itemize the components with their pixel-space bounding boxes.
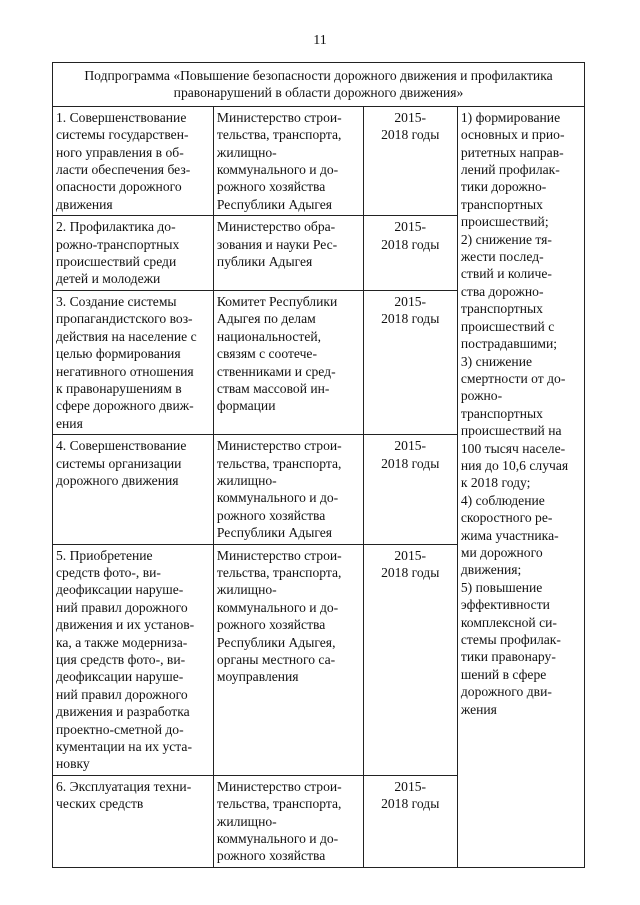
measure-cell: 1. Совершенствование системы государствен- ного управления в об- ласти обеспечения без- опасности дорожного движения: [53, 106, 214, 215]
table-title-row: [53, 63, 585, 107]
term-cell: 2015- 2018 годы: [363, 216, 457, 291]
measure-cell: 3. Создание системы пропагандистского воз- действия на население с целью формирования негативного отношения к правонарушениям в сфере дорожного движ- ения: [53, 290, 214, 434]
term-cell: 2015- 2018 годы: [363, 435, 457, 544]
subprogram-title: Подпрограмма «Повышение безопасности дорожного движения и профилактика правонарушений в области дорожного движения»: [53, 63, 585, 107]
term-cell: 2015- 2018 годы: [363, 106, 457, 215]
measure-cell: 5. Приобретение средств фото-, ви- деофиксации наруше- ний правил дорожного движения и их установ- ка, а также модерниза- ция средств фото-, ви- деофиксации наруше- ний правил дорожного движения и разработка проектно-сметной до- кументации на их уста- новку: [53, 544, 214, 775]
table-row: [53, 106, 585, 215]
measure-cell: 6. Эксплуатация техни- ческих средств: [53, 775, 214, 867]
executor-cell: Министерство строи- тельства, транспорта, жилищно- коммунального и до- рожного хозяйства Республики Адыгея: [213, 435, 363, 544]
measure-cell: 4. Совершенствование системы организации дорожного движения: [53, 435, 214, 544]
executor-cell: Министерство строи- тельства, транспорта, жилищно- коммунального и до- рожного хозяйства Республики Адыгея, органы местного са- моуправления: [213, 544, 363, 775]
executor-cell: Министерство строи- тельства, транспорта, жилищно- коммунального и до- рожного хозяйства Республики Адыгея: [213, 106, 363, 215]
expected-results-cell: 1) формирование основных и прио- ритетных направ- лений профилак- тики дорожно- транспортных происшествий; 2) снижение тя- жести послед- ствий и количе- ства дорожно- транспортных происшествий с пострадавшими; 3) снижение смертности от до- рожно- транспортных происшествий на 100 тысяч населе- ния до 10,6 случая к 2018 году; 4) соблюдение скоростного ре- жима участника- ми дорожного движения; 5) повышение эффективности комплексной си- стемы профилак- тики правонару- шений в сфере дорожного дви- жения: [457, 106, 584, 867]
executor-cell: Министерство строи- тельства, транспорта, жилищно- коммунального и до- рожного хозяйства: [213, 775, 363, 867]
term-cell: 2015- 2018 годы: [363, 544, 457, 775]
term-cell: 2015- 2018 годы: [363, 290, 457, 434]
executor-cell: Комитет Республики Адыгея по делам национальностей, связям с соотече- ственниками и сред- ствам массовой ин- формации: [213, 290, 363, 434]
term-cell: 2015- 2018 годы: [363, 775, 457, 867]
measure-cell: 2. Профилактика до- рожно-транспортных происшествий среди детей и молодежи: [53, 216, 214, 291]
subprogram-table: [52, 62, 585, 868]
page-number: 11: [313, 33, 327, 48]
executor-cell: Министерство обра- зования и науки Рес- публики Адыгея: [213, 216, 363, 291]
